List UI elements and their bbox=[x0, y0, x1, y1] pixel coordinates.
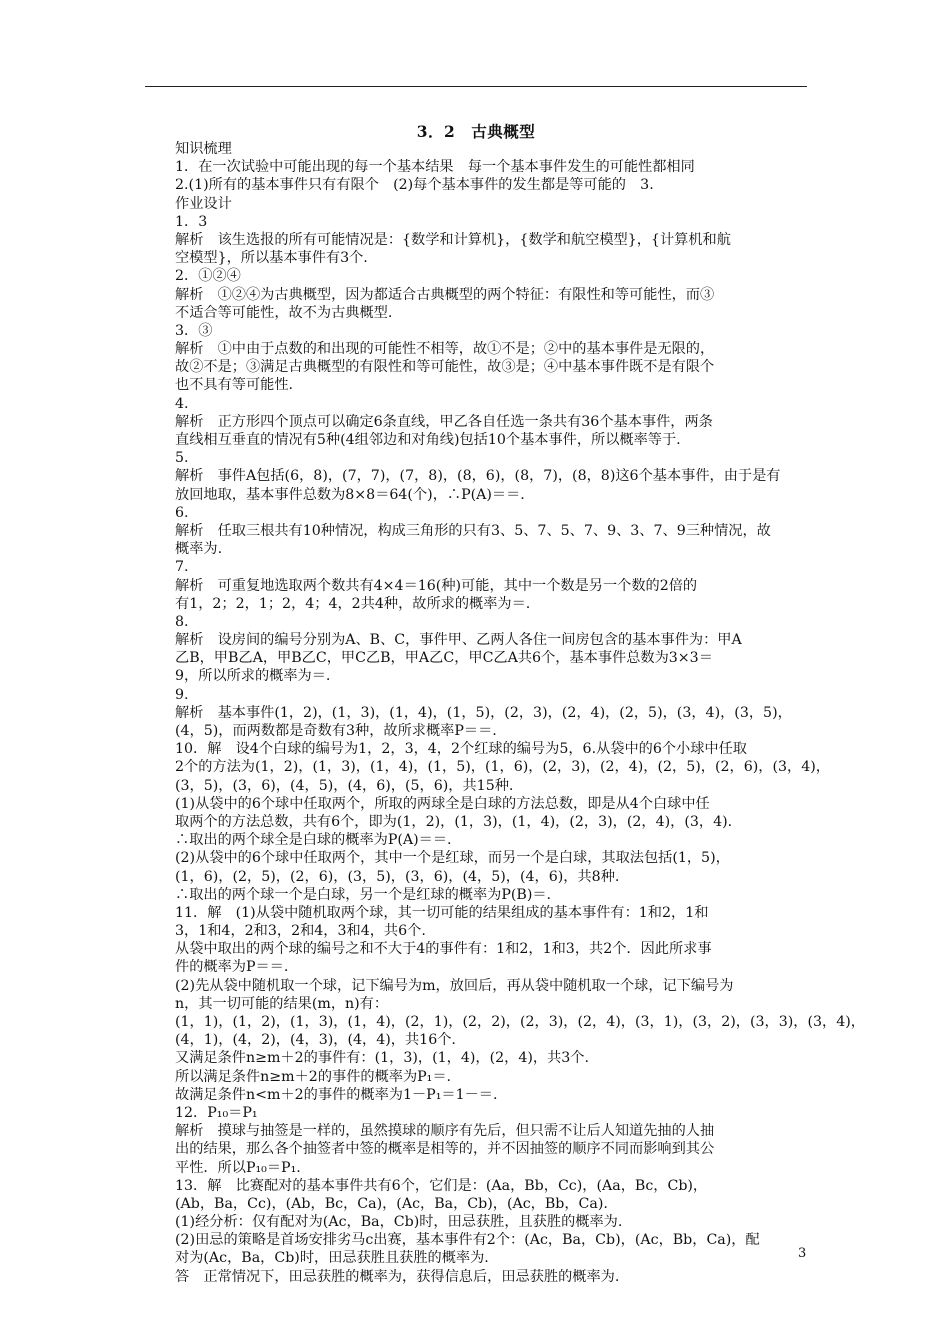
text-line: 解析 任取三根共有10种情况，构成三角形的只有3、5、7、5、7、9、3、7、9三种情况，故 bbox=[175, 522, 771, 539]
text-line: 解析 事件A包括(6，8)，(7，7)，(7，8)，(8，6)，(8，7)，(8，8)这6个基本事件，由于是有 bbox=[175, 468, 781, 485]
text-line: 10．解 设4个白球的编号为1，2，3，4，2个红球的编号为5，6.从袋中的6个小球中任取 bbox=[175, 741, 747, 758]
text-line: (4，5)，而两数都是奇数有3种，故所求概率P＝＝. bbox=[175, 723, 497, 739]
text-line: 件的概率为P＝＝. bbox=[175, 959, 289, 976]
text-line: (1，1)，(1，2)，(1，3)，(1，4)，(2，1)，(2，2)，(2，3)，(2，4)，(3，1)，(3，2)，(3，3)，(3，4)， bbox=[175, 1014, 865, 1030]
text-line: ∴取出的两个球全是白球的概率为P(A)＝＝. bbox=[175, 832, 452, 849]
text-line: (3，5)，(3，6)，(4，5)，(4，6)，(5，6)，共15种. bbox=[175, 777, 514, 794]
text-line: 直线相互垂直的情况有5种(4组邻边和对角线)包括10个基本事件，所以概率等于. bbox=[175, 432, 681, 448]
text-line: 4. bbox=[175, 395, 189, 412]
text-line: 12．P₁₀＝P₁ bbox=[175, 1104, 258, 1121]
text-line: (2)田忌的策略是首场安排劣马c出赛，基本事件有2个：(Ac，Ba，Cb)，(Ac，Bb，Ca)，配 bbox=[175, 1232, 760, 1249]
text-line: 13．解 比赛配对的基本事件共有6个，它们是：(Aa，Bb，Cc)，(Aa，Bc，Cb)， bbox=[175, 1177, 708, 1194]
text-line: (2)从袋中的6个球中任取两个，其中一个是红球，而另一个是白球，其取法包括(1，5)， bbox=[175, 850, 730, 867]
text-line: 7. bbox=[175, 559, 189, 576]
text-line: (2)先从袋中随机取一个球，记下编号为m，放回后，再从袋中随机取一个球，记下编号为 bbox=[175, 977, 734, 994]
text-line: 取两个的方法总数，共有6个，即为(1，2)，(1，3)，(1，4)，(2，3)，(2，4)，(3，4). bbox=[175, 813, 733, 830]
text-line: (1)从袋中的6个球中任取两个，所取的两球全是白球的方法总数，即是从4个白球中任 bbox=[175, 795, 710, 812]
text-line: (4，1)，(4，2)，(4，3)，(4，4)，共16个. bbox=[175, 1032, 456, 1049]
text-line: 所以满足条件n≥m＋2的事件的概率为P₁＝. bbox=[175, 1068, 452, 1085]
text-line: 9，所以所求的概率为＝. bbox=[175, 668, 331, 685]
document-body bbox=[175, 140, 865, 1286]
text-line: n，其一切可能的结果(m，n)有： bbox=[175, 995, 389, 1012]
text-line: 不适合等可能性，故不为古典概型. bbox=[175, 304, 393, 321]
text-line: 解析 可重复地选取两个数共有4×4＝16(种)可能，其中一个数是另一个数的2倍的 bbox=[175, 577, 698, 594]
text-line: 平性．所以P₁₀＝P₁. bbox=[175, 1159, 301, 1176]
text-line: 解析 ①②④为古典概型，因为都适合古典概型的两个特征：有限性和等可能性，而③ bbox=[175, 286, 715, 303]
text-line: 1．3 bbox=[175, 213, 208, 230]
section-title: 3．2 古典概型 bbox=[416, 122, 536, 141]
text-line: ∴取出的两个球一个是白球，另一个是红球的概率为P(B)＝. bbox=[175, 886, 552, 903]
text-line: 作业设计 bbox=[175, 195, 232, 212]
text-line: 从袋中取出的两个球的编号之和不大于4的事件有：1和2，1和3，共2个．因此所求事 bbox=[175, 941, 712, 958]
text-line: 6. bbox=[175, 504, 189, 521]
text-line: 解析 摸球与抽签是一样的，虽然摸球的顺序有先后，但只需不让后人知道先抽的人抽 bbox=[175, 1123, 715, 1140]
text-line: 3．③ bbox=[175, 322, 213, 339]
text-line: 也不具有等可能性. bbox=[175, 377, 294, 394]
page-number: 3 bbox=[798, 1246, 807, 1261]
text-line: 2.(1)所有的基本事件只有有限个 (2)每个基本事件的发生都是等可能的 3. bbox=[175, 177, 654, 194]
text-line: 有1，2；2，1；2，4；4，2共4种，故所求的概率为＝. bbox=[175, 595, 531, 612]
text-line: 知识梳理 bbox=[175, 141, 232, 157]
text-line: 解析 正方形四个顶点可以确定6条直线，甲乙各自任选一条共有36个基本事件，两条 bbox=[175, 413, 713, 430]
text-line: 8. bbox=[175, 613, 189, 630]
text-line: 出的结果，那么各个抽签者中签的概率是相等的，并不因抽签的顺序不同而影响到其公 bbox=[175, 1141, 715, 1158]
text-line: 解析 基本事件(1，2)，(1，3)，(1，4)，(1，5)，(2，3)，(2，4)，(2，5)，(3，4)，(3，5)， bbox=[175, 704, 792, 721]
text-line: 解析 该生选报的所有可能情况是：{数学和计算机}，{数学和航空模型}，{计算机和航 bbox=[175, 231, 731, 248]
text-line: 乙B，甲B乙A，甲B乙C，甲C乙B，甲A乙C，甲C乙A共6个，基本事件总数为3×3＝ bbox=[175, 650, 713, 667]
text-line: 1．在一次试验中可能出现的每一个基本结果 每一个基本事件发生的可能性都相同 bbox=[175, 159, 695, 176]
text-line: (1，6)，(2，5)，(2，6)，(3，5)，(3，6)，(4，5)，(4，6)，共8种. bbox=[175, 868, 620, 885]
text-line: (Ab，Ba，Cc)，(Ab，Bc，Ca)，(Ac，Ba，Cb)，(Ac，Bb，Ca). bbox=[175, 1195, 608, 1212]
text-line: 解析 设房间的编号分别为A、B、C，事件甲、乙两人各住一间房包含的基本事件为：甲A bbox=[175, 632, 742, 649]
text-line: 2．①②④ bbox=[175, 268, 241, 285]
text-line: 空模型}，所以基本事件有3个. bbox=[175, 250, 368, 267]
text-line: 概率为. bbox=[175, 541, 223, 558]
text-line: 解析 ①中由于点数的和出现的可能性不相等，故①不是；②中的基本事件是无限的， bbox=[175, 341, 715, 358]
text-line: 9. bbox=[175, 686, 189, 703]
text-line: 11．解 (1)从袋中随机取两个球，其一切可能的结果组成的基本事件有：1和2，1和 bbox=[175, 904, 709, 921]
text-line: 故满足条件n<m＋2的事件的概率为1－P₁＝1－＝. bbox=[175, 1086, 498, 1103]
text-line: 放回地取，基本事件总数为8×8＝64(个)，∴P(A)＝＝. bbox=[175, 486, 525, 503]
text-line: (1)经分析：仅有配对为(Ac，Ba，Cb)时，田忌获胜，且获胜的概率为. bbox=[175, 1214, 623, 1231]
text-line: 2个的方法为(1，2)，(1，3)，(1，4)，(1，5)，(1，6)，(2，3)，(2，4)，(2，5)，(2，6)，(3，4)， bbox=[175, 759, 830, 776]
text-line: 对为(Ac，Ba，Cb)时，田忌获胜且获胜的概率为. bbox=[175, 1250, 489, 1267]
header-rule bbox=[145, 86, 807, 87]
text-line: 答 正常情况下，田忌获胜的概率为，获得信息后，田忌获胜的概率为. bbox=[175, 1268, 620, 1285]
text-line: 故②不是；③满足古典概型的有限性和等可能性，故③是；④中基本事件既不是有限个 bbox=[175, 359, 715, 376]
text-line: 又满足条件n≥m＋2的事件有：(1，3)，(1，4)，(2，4)，共3个. bbox=[175, 1050, 589, 1067]
text-line: 5. bbox=[175, 450, 189, 467]
text-line: 3，1和4，2和3，2和4，3和4，共6个. bbox=[175, 923, 426, 940]
